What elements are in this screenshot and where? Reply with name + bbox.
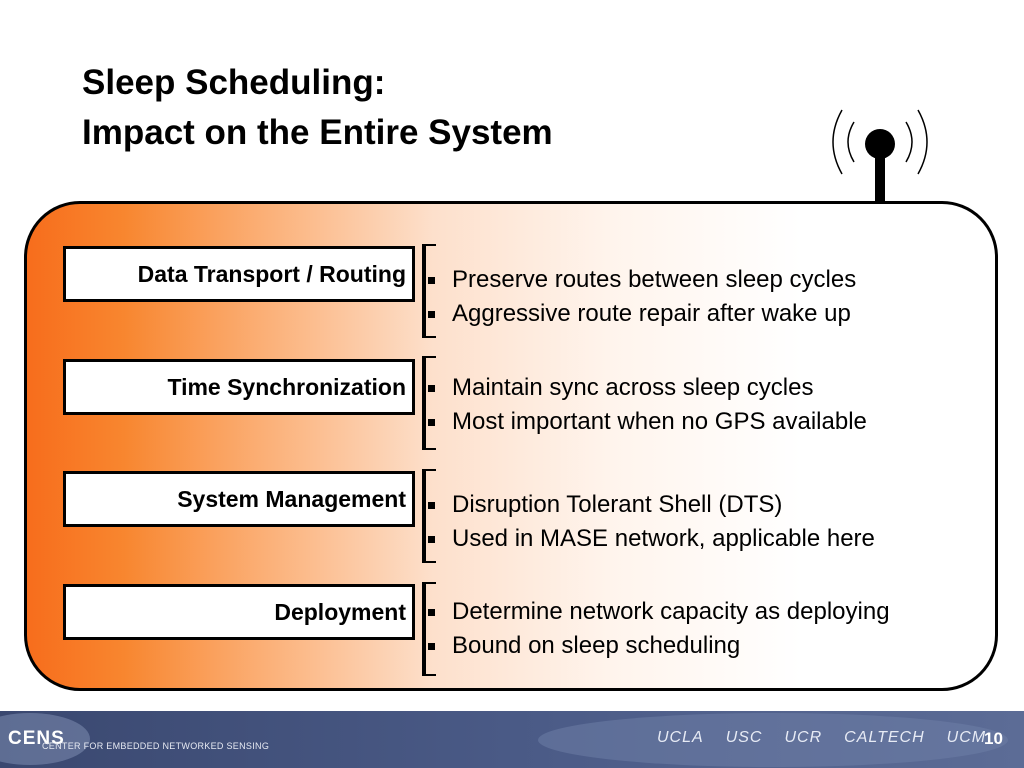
university-usc: USC bbox=[725, 729, 763, 746]
bullet-text: Disruption Tolerant Shell (DTS) bbox=[452, 491, 783, 518]
slide-title bbox=[82, 58, 553, 158]
square-bullet-icon bbox=[428, 419, 435, 426]
bullet-item bbox=[428, 522, 875, 556]
row-label: Data Transport / Routing bbox=[137, 260, 406, 287]
bullet-text: Used in MASE network, applicable here bbox=[452, 525, 875, 552]
university-ucm: UCM bbox=[946, 729, 987, 746]
cens-subtitle: CENTER FOR EMBEDDED NETWORKED SENSING bbox=[42, 741, 270, 751]
square-bullet-icon bbox=[428, 609, 435, 616]
university-caltech: CALTECH bbox=[844, 729, 925, 746]
bullet-text: Bound on sleep scheduling bbox=[452, 632, 741, 659]
bullet-text: Aggressive route repair after wake up bbox=[452, 300, 851, 327]
label-time-synchronization bbox=[63, 359, 415, 415]
square-bullet-icon bbox=[428, 385, 435, 392]
bullet-item bbox=[428, 595, 890, 629]
label-system-management bbox=[63, 471, 415, 527]
page-number: 10 bbox=[984, 729, 1003, 748]
university-list bbox=[657, 729, 986, 747]
slide-title-line-1: Sleep Scheduling: bbox=[82, 63, 386, 102]
university-ucla: UCLA bbox=[657, 729, 704, 746]
bullet-text: Preserve routes between sleep cycles bbox=[452, 266, 857, 293]
university-ucr: UCR bbox=[784, 729, 823, 746]
square-bullet-icon bbox=[428, 502, 435, 509]
bullet-text: Maintain sync across sleep cycles bbox=[452, 374, 814, 401]
square-bullet-icon bbox=[428, 536, 435, 543]
bullet-item bbox=[428, 629, 890, 663]
row-label: Time Synchronization bbox=[167, 373, 406, 400]
row-label: Deployment bbox=[274, 598, 406, 625]
bullet-list-routing bbox=[428, 263, 856, 331]
label-data-transport-routing bbox=[63, 246, 415, 302]
square-bullet-icon bbox=[428, 311, 435, 318]
bullet-list-time-sync bbox=[428, 371, 867, 439]
bullet-item bbox=[428, 371, 867, 405]
row-label: System Management bbox=[177, 485, 406, 512]
square-bullet-icon bbox=[428, 643, 435, 650]
bullet-list-system-management bbox=[428, 488, 875, 556]
antenna-broadcast-icon bbox=[820, 108, 940, 212]
slide-title-line-2: Impact on the Entire System bbox=[82, 113, 553, 152]
bullet-text: Determine network capacity as deploying bbox=[452, 598, 890, 625]
cens-logo: CENS bbox=[8, 728, 65, 749]
bullet-text: Most important when no GPS available bbox=[452, 408, 867, 435]
bullet-item bbox=[428, 405, 867, 439]
bullet-item bbox=[428, 297, 856, 331]
bullet-item bbox=[428, 263, 856, 297]
bullet-item bbox=[428, 488, 875, 522]
label-deployment bbox=[63, 584, 415, 640]
bullet-list-deployment bbox=[428, 595, 890, 663]
square-bullet-icon bbox=[428, 277, 435, 284]
